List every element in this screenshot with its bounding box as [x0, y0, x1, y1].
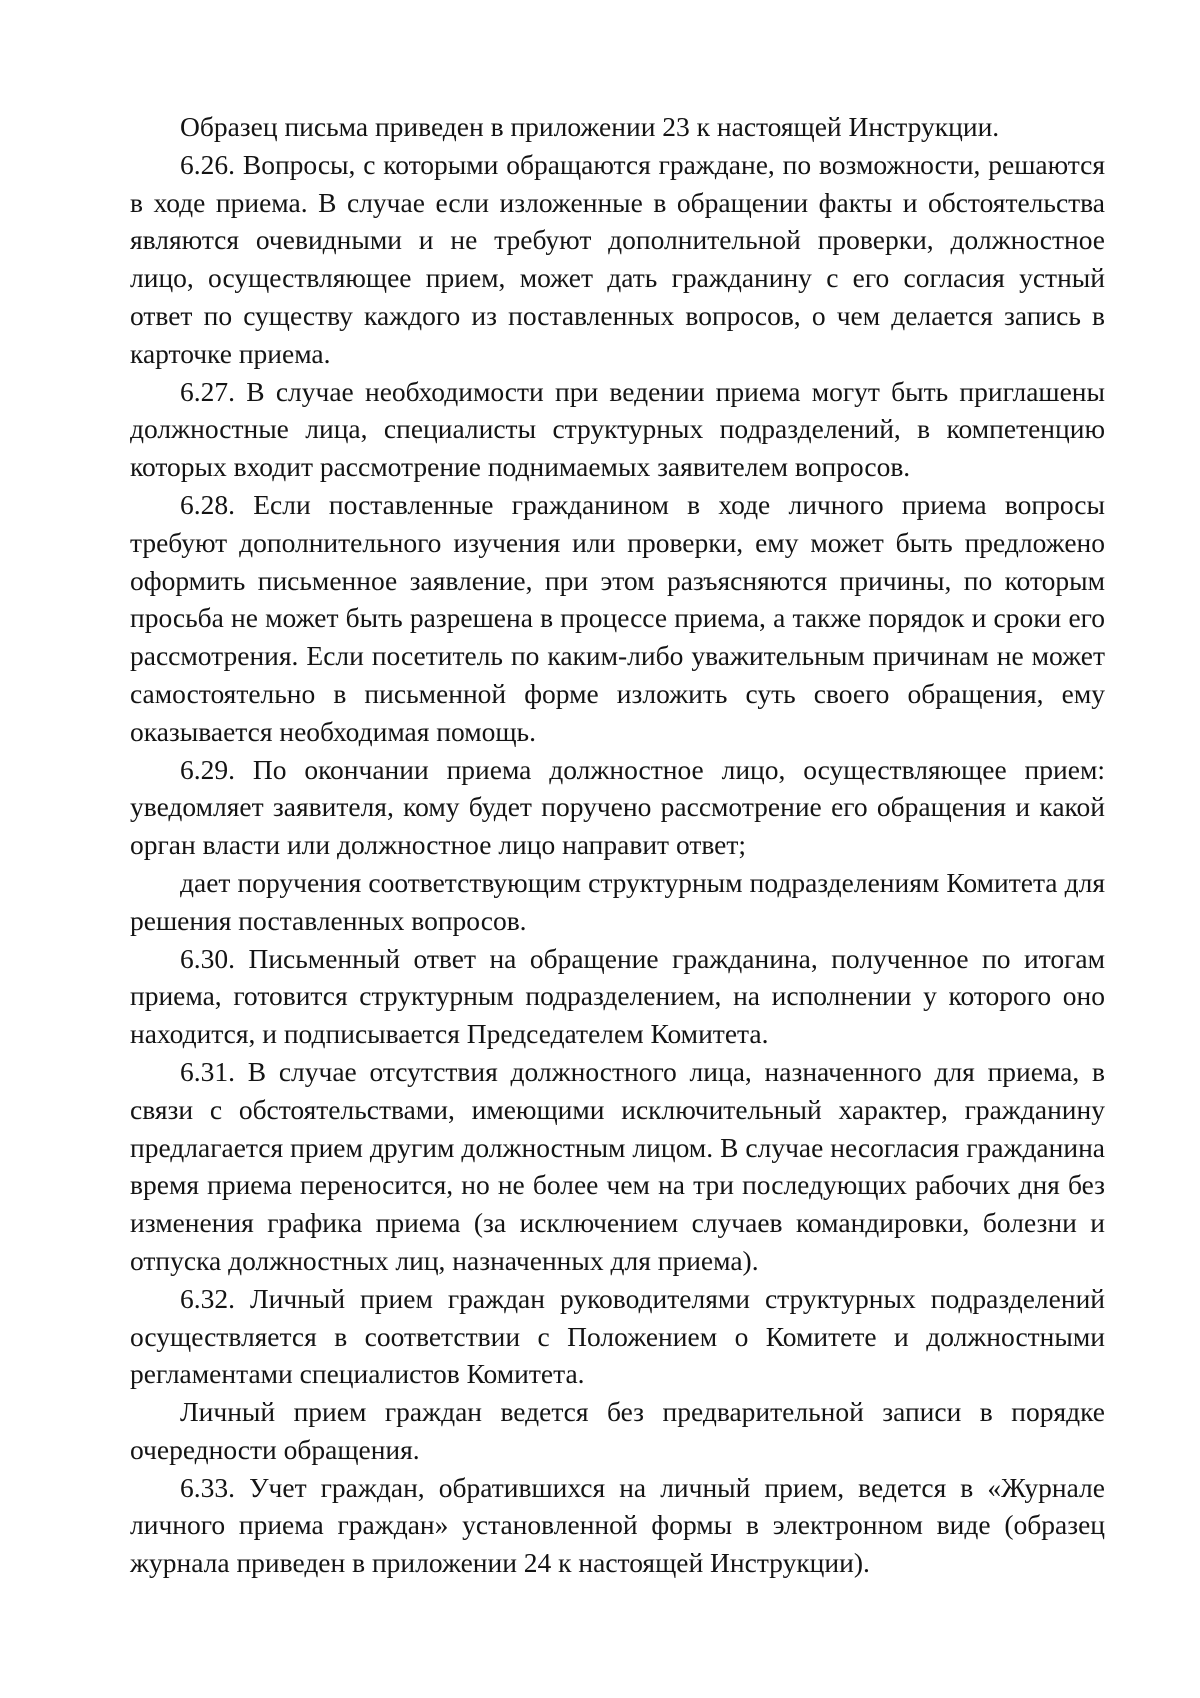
paragraph-6-29-instructions: дает поручения соответствующим структурным подразделениям Комитета для решения поставленных вопросов.: [130, 866, 1105, 936]
paragraph-sample-letter-note: Образец письма приведен в приложении 23 к настоящей Инструкции.: [180, 111, 1000, 142]
paragraph-6-27: 6.27. В случае необходимости при ведении приема могут быть приглашены должностные лица, специалисты структурных подразделений, в компетенцию которых входит рассмотрение поднимаемых заявителем вопросов.: [130, 375, 1105, 483]
paragraph-6-32-no-appointment: Личный прием граждан ведется без предварительной записи в порядке очередности обращения.: [130, 1396, 1105, 1465]
paragraph-6-32: 6.32. Личный прием граждан руководителями структурных подразделений осуществляется в соответствии с Положением о Комитете и должностными регламентами специалистов Комитета.: [130, 1282, 1105, 1390]
paragraph-6-31: 6.31. В случае отсутствия должностного лица, назначенного для приема, в связи с обстоятельствами, имеющими исключительный характер, гражданину предлагается прием другим должностным лицом. В случае несогласия гражданина время приема переносится, но не более чем на три последующих рабочих дня без изменения графика приема (за исключением случаев командировки, болезни и отпуска должностных лиц, назначенных для приема).: [130, 1055, 1105, 1276]
paragraph-6-33: 6.33. Учет граждан, обратившихся на личный прием, ведется в «Журнале личного приема граждан» установленной формы в электронном виде (образец журнала приведен в приложении 24 к настоящей Инструкции).: [130, 1471, 1105, 1579]
document-page: [130, 108, 1105, 1582]
paragraph-6-28: 6.28. Если поставленные гражданином в ходе личного приема вопросы требуют дополнительного изучения или проверки, ему может быть предложено оформить письменное заявление, при этом разъясняются причины, по которым просьба не может быть разрешена в процессе приема, а также порядок и сроки его рассмотрения. Если посетитель по каким-либо уважительным причинам не может самостоятельно в письменной форме изложить суть своего обращения, ему оказывается необходимая помощь.: [130, 488, 1105, 747]
paragraph-6-26: 6.26. Вопросы, с которыми обращаются граждане, по возможности, решаются в ходе приема. В случае если изложенные в обращении факты и обстоятельства являются очевидными и не требуют дополнительной проверки, должностное лицо, осуществляющее прием, может дать гражданину с его согласия устный ответ по существу каждого из поставленных вопросов, о чем делается запись в карточке приема.: [130, 148, 1105, 369]
paragraph-6-29: 6.29. По окончании приема должностное лицо, осуществляющее прием: уведомляет заявителя, кому будет поручено рассмотрение его обращения и какой орган власти или должностное лицо направит ответ;: [130, 753, 1105, 861]
paragraph-6-30: 6.30. Письменный ответ на обращение гражданина, полученное по итогам приема, готовится структурным подразделением, на исполнении у которого оно находится, и подписывается Председателем Комитета.: [130, 942, 1105, 1050]
